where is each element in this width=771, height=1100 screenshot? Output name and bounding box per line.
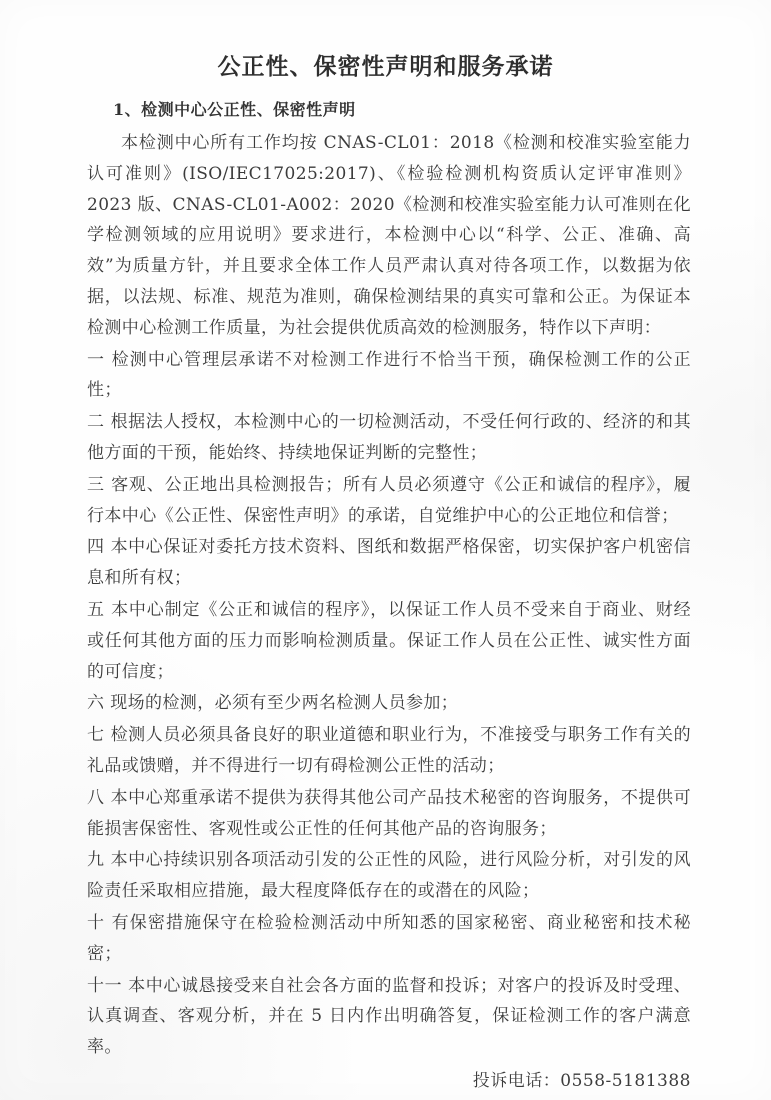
declaration-item-8: 八 本中心郑重承诺不提供为获得其他公司产品技术秘密的咨询服务，不提供可能损害保密性、客观性或公正性的任何其他产品的咨询服务； xyxy=(87,787,691,839)
declaration-item-4: 四 本中心保证对委托方技术资料、图纸和数据严格保密，切实保护客户机密信息和所有权； xyxy=(87,537,691,589)
declaration-item-3: 三 客观、公正地出具检测报告；所有人员必须遵守《公正和诚信的程序》，履行本中心《公正性、保密性声明》的承诺，自觉维护中心的公正地位和信誉； xyxy=(87,474,691,526)
declaration-item-6: 六 现场的检测，必须有至少两名检测人员参加； xyxy=(87,693,459,714)
declaration-item-1: 一 检测中心管理层承诺不对检测工作进行不恰当干预，确保检测工作的公正性； xyxy=(87,349,691,401)
complaint-phone: 投诉电话：0558-5181388 xyxy=(472,1070,691,1091)
declaration-item-10: 十 有保密措施保守在检验检测活动中所知悉的国家秘密、商业秘密和技术秘密； xyxy=(87,912,691,964)
intro-paragraph: 本检测中心所有工作均按 CNAS-CL01：2018《检测和校准实验室能力认可准则》(ISO/IEC17025:2017)、《检验检测机构资质认定评审准则》2023 版、CNAS-CL01-A002：2020《检测和校准实验室能力认可准则在化学检测领域的应用说明》要求进行，本检测中心以“科学、公正、准确、高效”为质量方针，并且要求全体工作人员严肃认真对待各项工作，以数据为依据，以法规、标准、规范为准则，确保检测结果的真实可靠和公正。为保证本检测中心检测工作质量，为社会提供优质高效的检测服务，特作以下声明： xyxy=(87,133,691,338)
declaration-item-2: 二 根据法人授权，本检测中心的一切检测活动，不受任何行政的、经济的和其他方面的干预，能始终、持续地保证判断的完整性； xyxy=(87,412,691,463)
declaration-item-7: 七 检测人员必须具备良好的职业道德和职业行为，不准接受与职务工作有关的礼品或馈赠，并不得进行一切有碍检测公正性的活动； xyxy=(87,725,691,776)
section-heading: 1、检测中心公正性、保密性声明 xyxy=(113,100,356,119)
declaration-item-5: 五 本中心制定《公正和诚信的程序》，以保证工作人员不受来自于商业、财经或任何其他方面的压力而影响检测质量。保证工作人员在公正性、诚实性方面的可信度； xyxy=(87,599,691,682)
declaration-item-11: 十一 本中心诚恳接受来自社会各方面的监督和投诉；对客户的投诉及时受理、认真调查、客观分析，并在 5 日内作出明确答复，保证检测工作的客户满意率。 xyxy=(87,975,691,1058)
document-title: 公正性、保密性声明和服务承诺 xyxy=(217,53,554,80)
declaration-item-9: 九 本中心持续识别各项活动引发的公正性的风险，进行风险分析，对引发的风险责任采取相应措施，最大程度降低存在的或潜在的风险； xyxy=(87,850,691,902)
